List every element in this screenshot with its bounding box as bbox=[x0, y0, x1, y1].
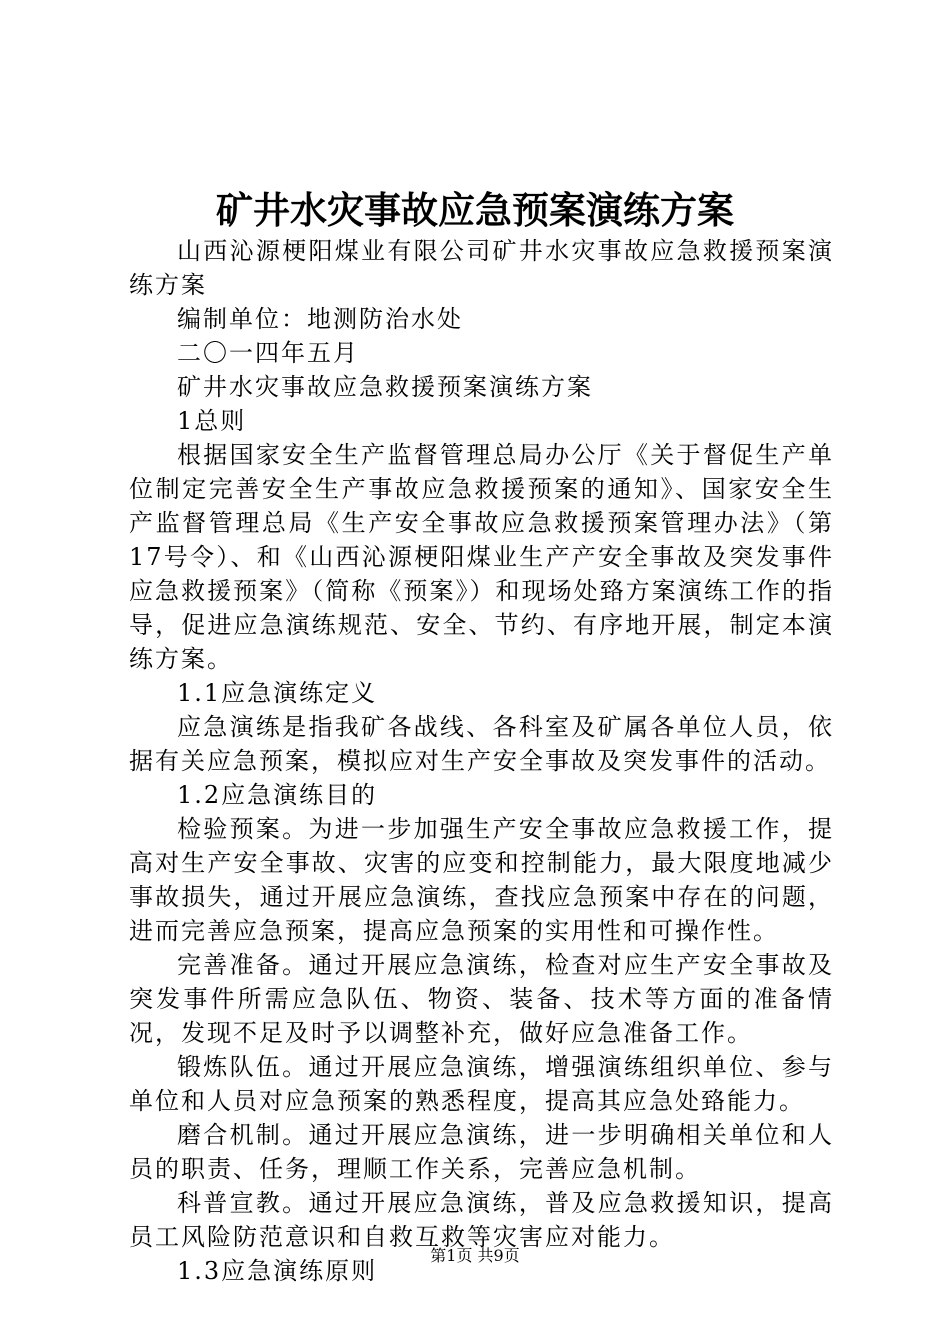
paragraph-purpose-prepare: 完善准备。通过开展应急演练，检查对应生产安全事故及突发事件所需应急队伍、物资、装备、技术等方面的准备情况，发现不足及时予以调整补充，做好应急准备工作。 bbox=[129, 951, 834, 1047]
section-heading-principles: 1.3应急演练原则 bbox=[177, 1257, 378, 1285]
paragraph-purpose-train: 锻炼队伍。通过开展应急演练，增强演练组织单位、参与单位和人员对应急预案的熟悉程度，提高其应急处臵能力。 bbox=[129, 1053, 834, 1115]
paragraph-plan-title: 矿井水灾事故应急救援预案演练方案 bbox=[177, 373, 593, 401]
document-body bbox=[129, 234, 834, 1288]
paragraph-purpose-education: 科普宣教。通过开展应急演练，普及应急救援知识，提高员工风险防范意识和自救互救等灾害应对能力。 bbox=[129, 1189, 834, 1251]
section-heading-general: 1总则 bbox=[177, 407, 247, 435]
paragraph-compiling-unit: 编制单位：地测防治水处 bbox=[177, 305, 463, 333]
paragraph-basis: 根据国家安全生产监督管理总局办公厅《关于督促生产单位制定完善安全生产事故应急救援预案的通知》、国家安全生产监督管理总局《生产安全事故应急救援预案管理办法》（第17号令）、和《山西沁源梗阳煤业生产产安全事故及突发事件应急救援预案》（简称《预案》）和现场处臵方案演练工作的指导，促进应急演练规范、安全、节约、有序地开展，制定本演练方案。 bbox=[129, 441, 834, 673]
paragraph-definition: 应急演练是指我矿各战线、各科室及矿属各单位人员，依据有关应急预案，模拟应对生产安全事故及突发事件的活动。 bbox=[129, 713, 834, 775]
paragraph-purpose-mechanism: 磨合机制。通过开展应急演练，进一步明确相关单位和人员的职责、任务，理顺工作关系，完善应急机制。 bbox=[129, 1121, 834, 1183]
paragraph-purpose-verify: 检验预案。为进一步加强生产安全事故应急救援工作，提高对生产安全事故、灾害的应变和控制能力，最大限度地减少事故损失，通过开展应急演练，查找应急预案中存在的问题，进而完善应急预案，提高应急预案的实用性和可操作性。 bbox=[129, 815, 834, 945]
section-heading-definition: 1.1应急演练定义 bbox=[177, 679, 378, 707]
section-heading-purpose: 1.2应急演练目的 bbox=[177, 781, 378, 809]
page-footer: 第1页 共9页 bbox=[430, 1246, 520, 1265]
paragraph-date: 二〇一四年五月 bbox=[177, 339, 359, 367]
document-title: 矿井水灾事故应急预案演练方案 bbox=[216, 188, 734, 232]
paragraph-company-plan-title: 山西沁源梗阳煤业有限公司矿井水灾事故应急救援预案演练方案 bbox=[129, 237, 834, 299]
